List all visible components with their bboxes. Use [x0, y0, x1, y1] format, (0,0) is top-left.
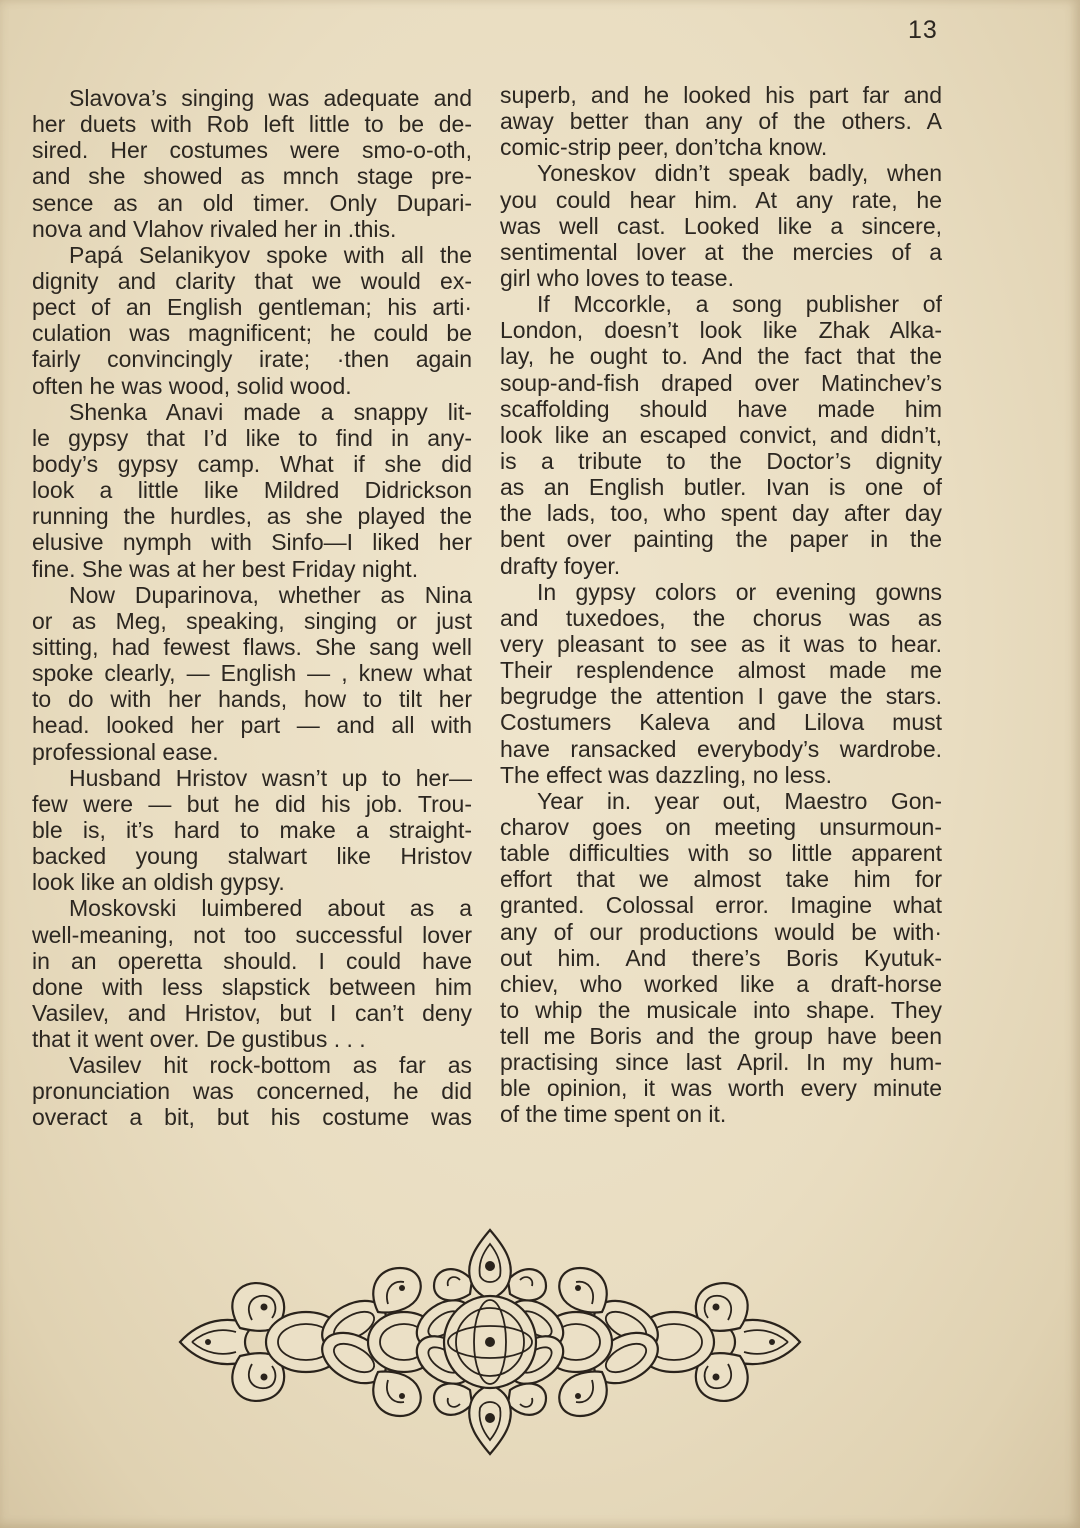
- paragraph: [500, 160, 942, 291]
- text-line: Husband Hristov wasn’t up to her—: [69, 764, 472, 791]
- paragraph: [500, 291, 942, 579]
- ornament-left-half: [180, 1268, 480, 1416]
- text-line: you could hear him. At any rate, he: [500, 186, 942, 213]
- text-line: nova and Vlahov rivaled her in .this.: [32, 215, 397, 242]
- text-line: le gypsy that I’d like to find in any-: [32, 424, 472, 451]
- text-line: Vasilev, and Hristov, but I can’t deny: [32, 999, 472, 1026]
- text-line: any of our productions would be with·: [500, 918, 942, 945]
- text-line: table difficulties with so little apparent: [500, 840, 942, 867]
- text-line: tell me Boris and the group have been: [500, 1023, 942, 1050]
- text-line: fairly convincingly irate; ·then again: [32, 346, 472, 373]
- paragraph: [32, 242, 472, 399]
- text-line: very pleasant to see as it was to hear.: [500, 630, 942, 657]
- text-line: running the hurdles, as she played the: [32, 503, 472, 530]
- paragraph: [32, 1052, 472, 1130]
- paragraph: [500, 788, 942, 1128]
- text-line: look a little like Mildred Didrickson: [32, 477, 472, 504]
- text-line: Their resplendence almost made me: [500, 657, 942, 684]
- text-line: look like an escaped convict, and didn’t,: [500, 421, 942, 448]
- text-line: out him. And there’s Boris Kyutuk-: [500, 944, 942, 971]
- text-line: well-meaning, not too successful lover: [32, 921, 472, 948]
- text-line: was well cast. Looked like a sincere,: [500, 212, 942, 239]
- text-line: to do with her hands, how to tilt her: [32, 686, 472, 713]
- text-line: and tuxedoes, the chorus was as: [500, 604, 942, 631]
- text-line: sired. Her costumes were smo-o-oth,: [32, 137, 472, 164]
- text-line: The effect was dazzling, no less.: [500, 761, 832, 788]
- text-line: Slavova’s singing was adequate and: [69, 85, 472, 111]
- text-line: professional ease.: [32, 738, 219, 765]
- text-line: soup-and-fish draped over Matinchev’s: [500, 369, 942, 396]
- text-line: body’s gypsy camp. What if she did: [32, 450, 472, 477]
- text-line: that it went over. De gustibus . . .: [32, 1026, 366, 1053]
- text-line: dignity and clarity that we would ex-: [32, 267, 472, 294]
- text-line: Yoneskov didn’t speak badly, when: [537, 160, 942, 187]
- text-line: chiev, who worked like a draft-horse: [500, 970, 942, 997]
- text-line: to whip the musicale into shape. They: [500, 996, 942, 1023]
- text-line: done with less slapstick between him: [32, 973, 472, 1000]
- text-line: practising since last April. In my hum-: [500, 1049, 942, 1076]
- text-line: look like an oldish gypsy.: [32, 869, 285, 896]
- text-line: Costumers Kaleva and Lilova must: [500, 709, 942, 736]
- text-line: pect of an English gentleman; his arti·: [32, 294, 472, 321]
- text-line: few were — but he did his job. Trou-: [32, 790, 472, 817]
- text-line: in an operetta should. I could have: [32, 947, 472, 974]
- paragraph: [32, 582, 472, 765]
- text-line: her duets with Rob left little to be de-: [32, 111, 472, 138]
- ornament-right-half: [500, 1268, 800, 1416]
- text-line: sence as an old timer. Only Dupari-: [32, 189, 472, 216]
- text-line: London, doesn’t look like Zhak Alka-: [500, 317, 942, 344]
- text-line: Now Duparinova, whether as Nina: [69, 581, 472, 608]
- text-line: begrudge the attention I gave the stars.: [500, 683, 942, 710]
- text-line: often he was wood, solid wood.: [32, 372, 352, 399]
- text-line: have ransacked everybody’s wardrobe.: [500, 735, 942, 762]
- text-line: spoke clearly, — English — , knew what: [32, 660, 472, 687]
- knotwork-ornament-icon: [178, 1228, 802, 1456]
- text-line: superb, and he looked his part far and: [500, 82, 942, 108]
- text-line: granted. Colossal error. Imagine what: [500, 892, 942, 919]
- text-line: Papá Selanikyov spoke with all the: [69, 241, 472, 268]
- text-line: ble is, it’s hard to make a straight-: [32, 816, 472, 843]
- paragraph: [500, 82, 942, 160]
- text-line: Vasilev hit rock-bottom as far as: [69, 1052, 472, 1079]
- text-line: Moskovski luimbered about as a: [69, 895, 472, 922]
- text-line: overact a bit, but his costume was: [32, 1104, 472, 1131]
- text-line: If Mccorkle, a song publisher of: [537, 291, 942, 318]
- right-column: [500, 82, 942, 1128]
- paragraph: [32, 765, 472, 896]
- text-line: girl who loves to tease.: [500, 264, 734, 291]
- text-line: and she showed as mnch stage pre-: [32, 163, 472, 190]
- text-line: sentimental lover at the mercies of a: [500, 238, 942, 265]
- text-line: ble opinion, it was worth every minute: [500, 1075, 942, 1102]
- text-line: effort that we almost take him for: [500, 866, 942, 893]
- text-line: bent over painting the paper in the: [500, 526, 942, 553]
- text-line: of the time spent on it.: [500, 1101, 727, 1128]
- text-line: away better than any of the others. A: [500, 108, 942, 135]
- paragraph: [32, 85, 472, 242]
- text-line: Shenka Anavi made a snappy lit-: [69, 398, 472, 425]
- text-line: the lads, too, who spent day after day: [500, 500, 942, 527]
- text-line: scaffolding should have made him: [500, 395, 942, 422]
- text-line: charov goes on meeting unsurmoun-: [500, 813, 942, 840]
- text-line: sitting, had fewest flaws. She sang well: [32, 633, 472, 660]
- paragraph: [500, 579, 942, 788]
- text-line: head. looked her part — and all with: [32, 712, 472, 739]
- text-line: Year in. year out, Maestro Gon-: [537, 787, 942, 814]
- text-line: pronunciation was concerned, he did: [32, 1078, 472, 1105]
- text-line: as an English butler. Ivan is one of: [500, 474, 942, 501]
- text-line: lay, he ought to. And the fact that the: [500, 343, 942, 370]
- text-line: In gypsy colors or evening gowns: [537, 578, 942, 605]
- text-line: drafty foyer.: [500, 552, 621, 579]
- paragraph: [32, 895, 472, 1052]
- text-line: or as Meg, speaking, singing or just: [32, 607, 472, 634]
- text-line: comic-strip peer, don’tcha know.: [500, 134, 828, 161]
- left-column: [32, 85, 472, 1131]
- text-line: elusive nymph with Sinfo—I liked her: [32, 529, 472, 556]
- ornament-center: [444, 1230, 536, 1454]
- page-number: 13: [908, 16, 938, 44]
- text-line: backed young stalwart like Hristov: [32, 843, 472, 870]
- text-line: is a tribute to the Doctor’s dignity: [500, 447, 942, 474]
- text-line: fine. She was at her best Friday night.: [32, 555, 419, 582]
- text-line: culation was magnificent; he could be: [32, 320, 472, 347]
- paragraph: [32, 399, 472, 582]
